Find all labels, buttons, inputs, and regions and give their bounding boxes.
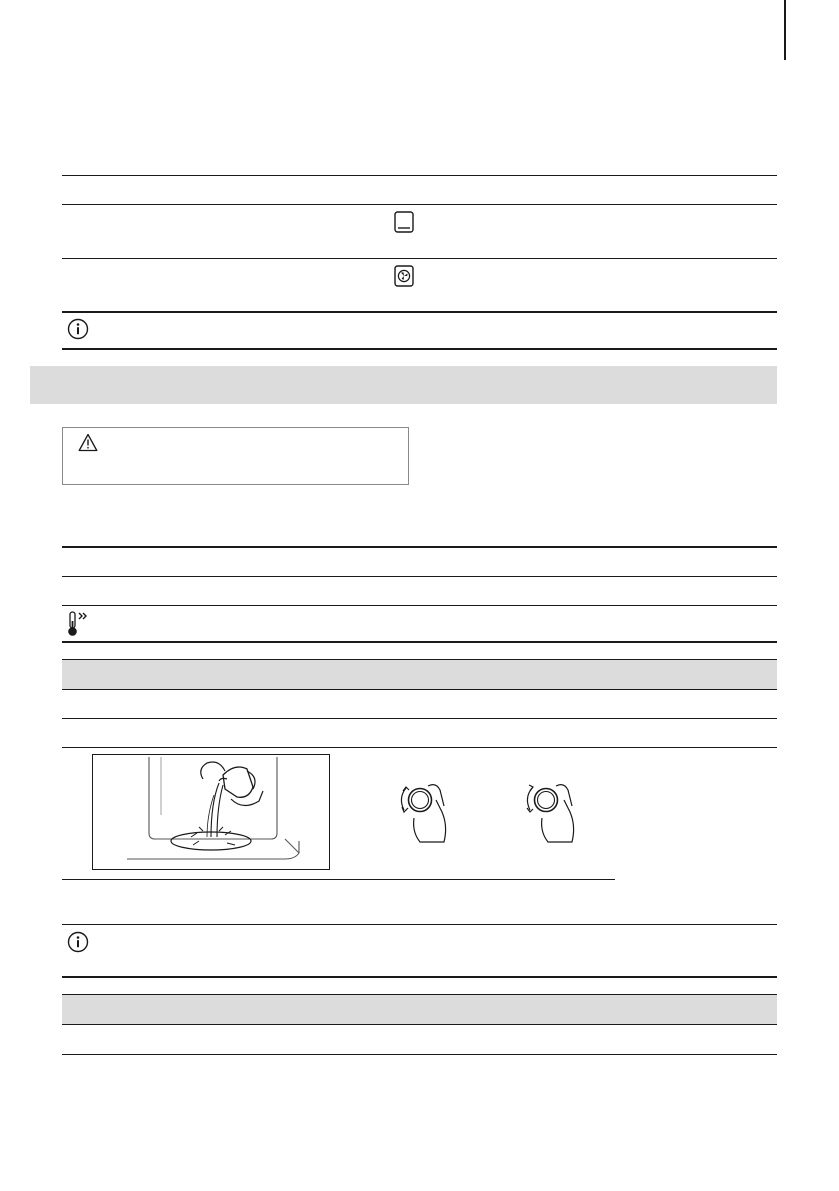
note2-rule-bottom (62, 976, 777, 978)
knob-turn-right-illustration (520, 776, 580, 844)
table4-header-band (62, 995, 777, 1024)
page-edge-marker (784, 0, 786, 60)
table1-rule-1 (62, 204, 777, 205)
warning-box (62, 427, 409, 485)
table3-rule-3 (62, 747, 777, 748)
pouring-water-illustration (92, 754, 330, 870)
table3-rule-1 (62, 689, 777, 690)
info-icon-secondary (67, 931, 89, 953)
info-icon (67, 318, 89, 340)
table4-rule-bottom (62, 1054, 777, 1055)
table1-rule-top (62, 175, 777, 176)
table3-rule-figures-bottom (62, 879, 615, 880)
section-heading-band (30, 366, 777, 404)
table1-rule-3 (62, 311, 777, 313)
knob-turn-left-illustration (392, 776, 452, 844)
table2-rule-1 (62, 576, 777, 577)
table1-rule-2 (62, 258, 777, 259)
table2-rule-bottom (62, 641, 777, 643)
table1-rule-bottom (62, 348, 777, 350)
table2-rule-2 (62, 605, 777, 606)
warning-triangle-icon (78, 433, 98, 452)
table3-header-band (62, 660, 777, 689)
conventional-heating-icon (394, 211, 414, 233)
table3-rule-2 (62, 718, 777, 719)
note2-rule-top (62, 924, 777, 925)
table2-rule-top (62, 546, 777, 548)
table4-rule-1 (62, 1024, 777, 1025)
fan-heating-icon (394, 265, 414, 287)
thermometer-indicator-icon (64, 610, 92, 638)
